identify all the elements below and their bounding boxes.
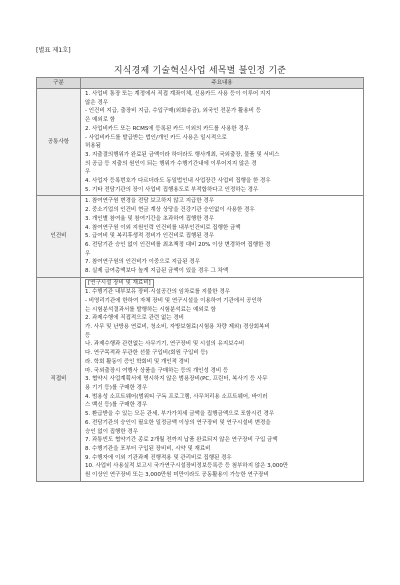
content-line: 1. 사업비 통장 또는 계정에서 직접 계좌이체, 신용카드 사용 등이 이루어 지지 [85, 91, 271, 97]
content-line: 등 [85, 332, 91, 339]
content-line: 승인 없이 집행한 경우 [85, 428, 139, 435]
document-title: 지식경제 기술혁신사업 세목별 불인정 기준 [113, 66, 287, 76]
table-row [37, 277, 364, 481]
content-line: 3. 개인별 참여율 및 참여기간을 초과하여 집행한 경우 [85, 215, 215, 222]
content-line: - 비영리기관에 한하여 자체 장비 및 연구시설을 이용하여 기관에서 공인하 [85, 297, 263, 304]
content-line: 마. 국외출장시 여행사 상품을 구매하는 등의 개인성 경비 등 [85, 367, 229, 374]
header-content: 주요내용 [81, 78, 364, 89]
content-line: 다. 연구목적과 무관한 선물 구입비(회원 구입비 등) [85, 350, 208, 357]
content-line: 9. 수행자에 이외 기관과제 진행적용 및 관리비로 집행된 경우 [85, 454, 232, 461]
content-line: 스 백신 등)를 구매한 경우 [85, 402, 148, 409]
content-line: 는 시험분석결과서를 발행하는 시험분석료는 예외로 함 [85, 306, 216, 313]
content-line: 4. 사업자 등록번호가 다르더라도 동일법인내 사업장간 사업비 집행을 한 경우 [85, 178, 271, 185]
content-line: 3. 협약시 사업계획서에 명시하지 않은 범용장비(PC, 프린터, 복사기 등 사무 [85, 376, 268, 383]
content-cell [81, 277, 364, 481]
content-line: 2. 과제수행에 직접적으로 관련 없는 경비 [85, 315, 184, 322]
content-line: 3. 지출결의행위가 완료된 금액이라 하더라도 행사개최, 국외출장, 물품 및 서비스 [85, 151, 280, 158]
category-cell: 직접비 [37, 277, 81, 481]
content-line: 5. 기타 전담기관의 장이 사업비 집행용도로 부적합하다고 인정하는 경우 [85, 186, 259, 193]
content-line: 용 기기 등)를 구매한 경우 [85, 385, 148, 391]
category-cell: 인건비 [37, 196, 81, 277]
appendix-tag: [별표 제1호] [36, 47, 71, 54]
content-line: 7. 참여연구원의 인건비가 이중으로 지급된 경우 [85, 259, 200, 266]
content-line: 허용됨 [85, 143, 101, 150]
content-line: 원 이상인 연구장비 또는 3,000만원 미만이라도 공동활용이 가능한 연구장비 [85, 472, 269, 479]
subsection-label-line [85, 279, 360, 289]
content-line: 6. 전담기관 승인 없이 인건비를 최초책정 대비 20% 이상 변경하여 집행한 경 [85, 241, 271, 248]
content-line: 라. 학회 활동이 증인 학회비 및 개인적 경비 [85, 358, 190, 365]
content-line: 우 [85, 250, 91, 257]
content-line: 7. 과통빈도 협약기간 종료 2개월 전까지 납품 완료되지 않은 연구장비 구입 금액 [85, 437, 278, 444]
table-row [37, 89, 364, 196]
content-line: - 사업비카드를 발급받는 법인/개인 카드 사용은 일시적으로 [85, 134, 227, 141]
content-cell [81, 196, 364, 277]
content-line: 은 예외로 함 [85, 117, 116, 124]
subsection-label: [연구시설 장비 및 재료비] [85, 279, 154, 289]
content-line: 6. 전담기관의 승인이 필요한 일정금액 이상의 연구장비 및 연구시설비 변경을 [85, 419, 271, 426]
content-line: 의 공급 등 지출의 원인이 되는 행위가 수행기간내에 이루어지지 않은 경 [85, 160, 257, 167]
content-line: 나. 과제수행과 관련없는 사무기기, 연구장비 및 시설의 유지보수비 [85, 341, 245, 348]
content-line: 2. 사업비카드 또는 RCMS에 등록된 카드 이외의 카드를 사용한 경우 [85, 125, 250, 132]
category-cell: 공통사항 [37, 89, 81, 196]
content-line: 5. 급여비 및 복리후생적 경비가 인건비로 집행된 경우 [85, 233, 215, 240]
content-line: 1. 수행기관 내부보유 장비·시설공간의 임차료를 지불한 경우 [85, 289, 230, 296]
content-line: 4. 범용성 소프트웨어(범위티 구독 프로그램, 사무처리용 소프트웨어, 바이러 [85, 393, 268, 400]
table-header-row [37, 78, 364, 89]
content-line: 5. 환급받을 수 있는 모든 관세, 부가가치세 금액을 집행금액으로 포함시킨 경우 [85, 411, 275, 418]
content-cell [81, 89, 364, 196]
content-line: 8. 실제 급여총액보다 높게 지급된 금액이 있을 경우 그 차액 [85, 268, 229, 275]
table-row [37, 196, 364, 277]
content-line: 가. 사무 및 난방용 연료비, 청소비, 자방보험료(시험용 차량 제외) 경상회복비 [85, 324, 270, 331]
content-line: 8. 수행기관을 포부터 구입된 장비비, 시약 및 재료비 [85, 445, 211, 452]
criteria-table [36, 77, 364, 482]
content-line: 우 [85, 169, 91, 176]
content-line: 1. 참여연구원 변경을 전담 보고하지 않고 지급한 경우 [85, 198, 215, 205]
content-line: - 인건비 지급, 출장비 지급, 수입구매(외화송금), 외국인 전문가 활용비 등 [85, 108, 262, 115]
content-line: 10. 사업비 사용실적 보고시 국가연구시설장비정보등록증 등 첨부하지 않은 3,000만 [85, 463, 289, 470]
content-line: 2. 중소기업의 인건비 현금 계상 상당을 건강기관 승인없이 사용한 경우 [85, 207, 255, 214]
content-line: 4. 참여연구원 이외 지원인력 인건비를 내부인건비로 집행한 금액 [85, 224, 241, 231]
content-line: 않은 경우 [85, 99, 109, 106]
header-category: 구분 [37, 78, 81, 89]
